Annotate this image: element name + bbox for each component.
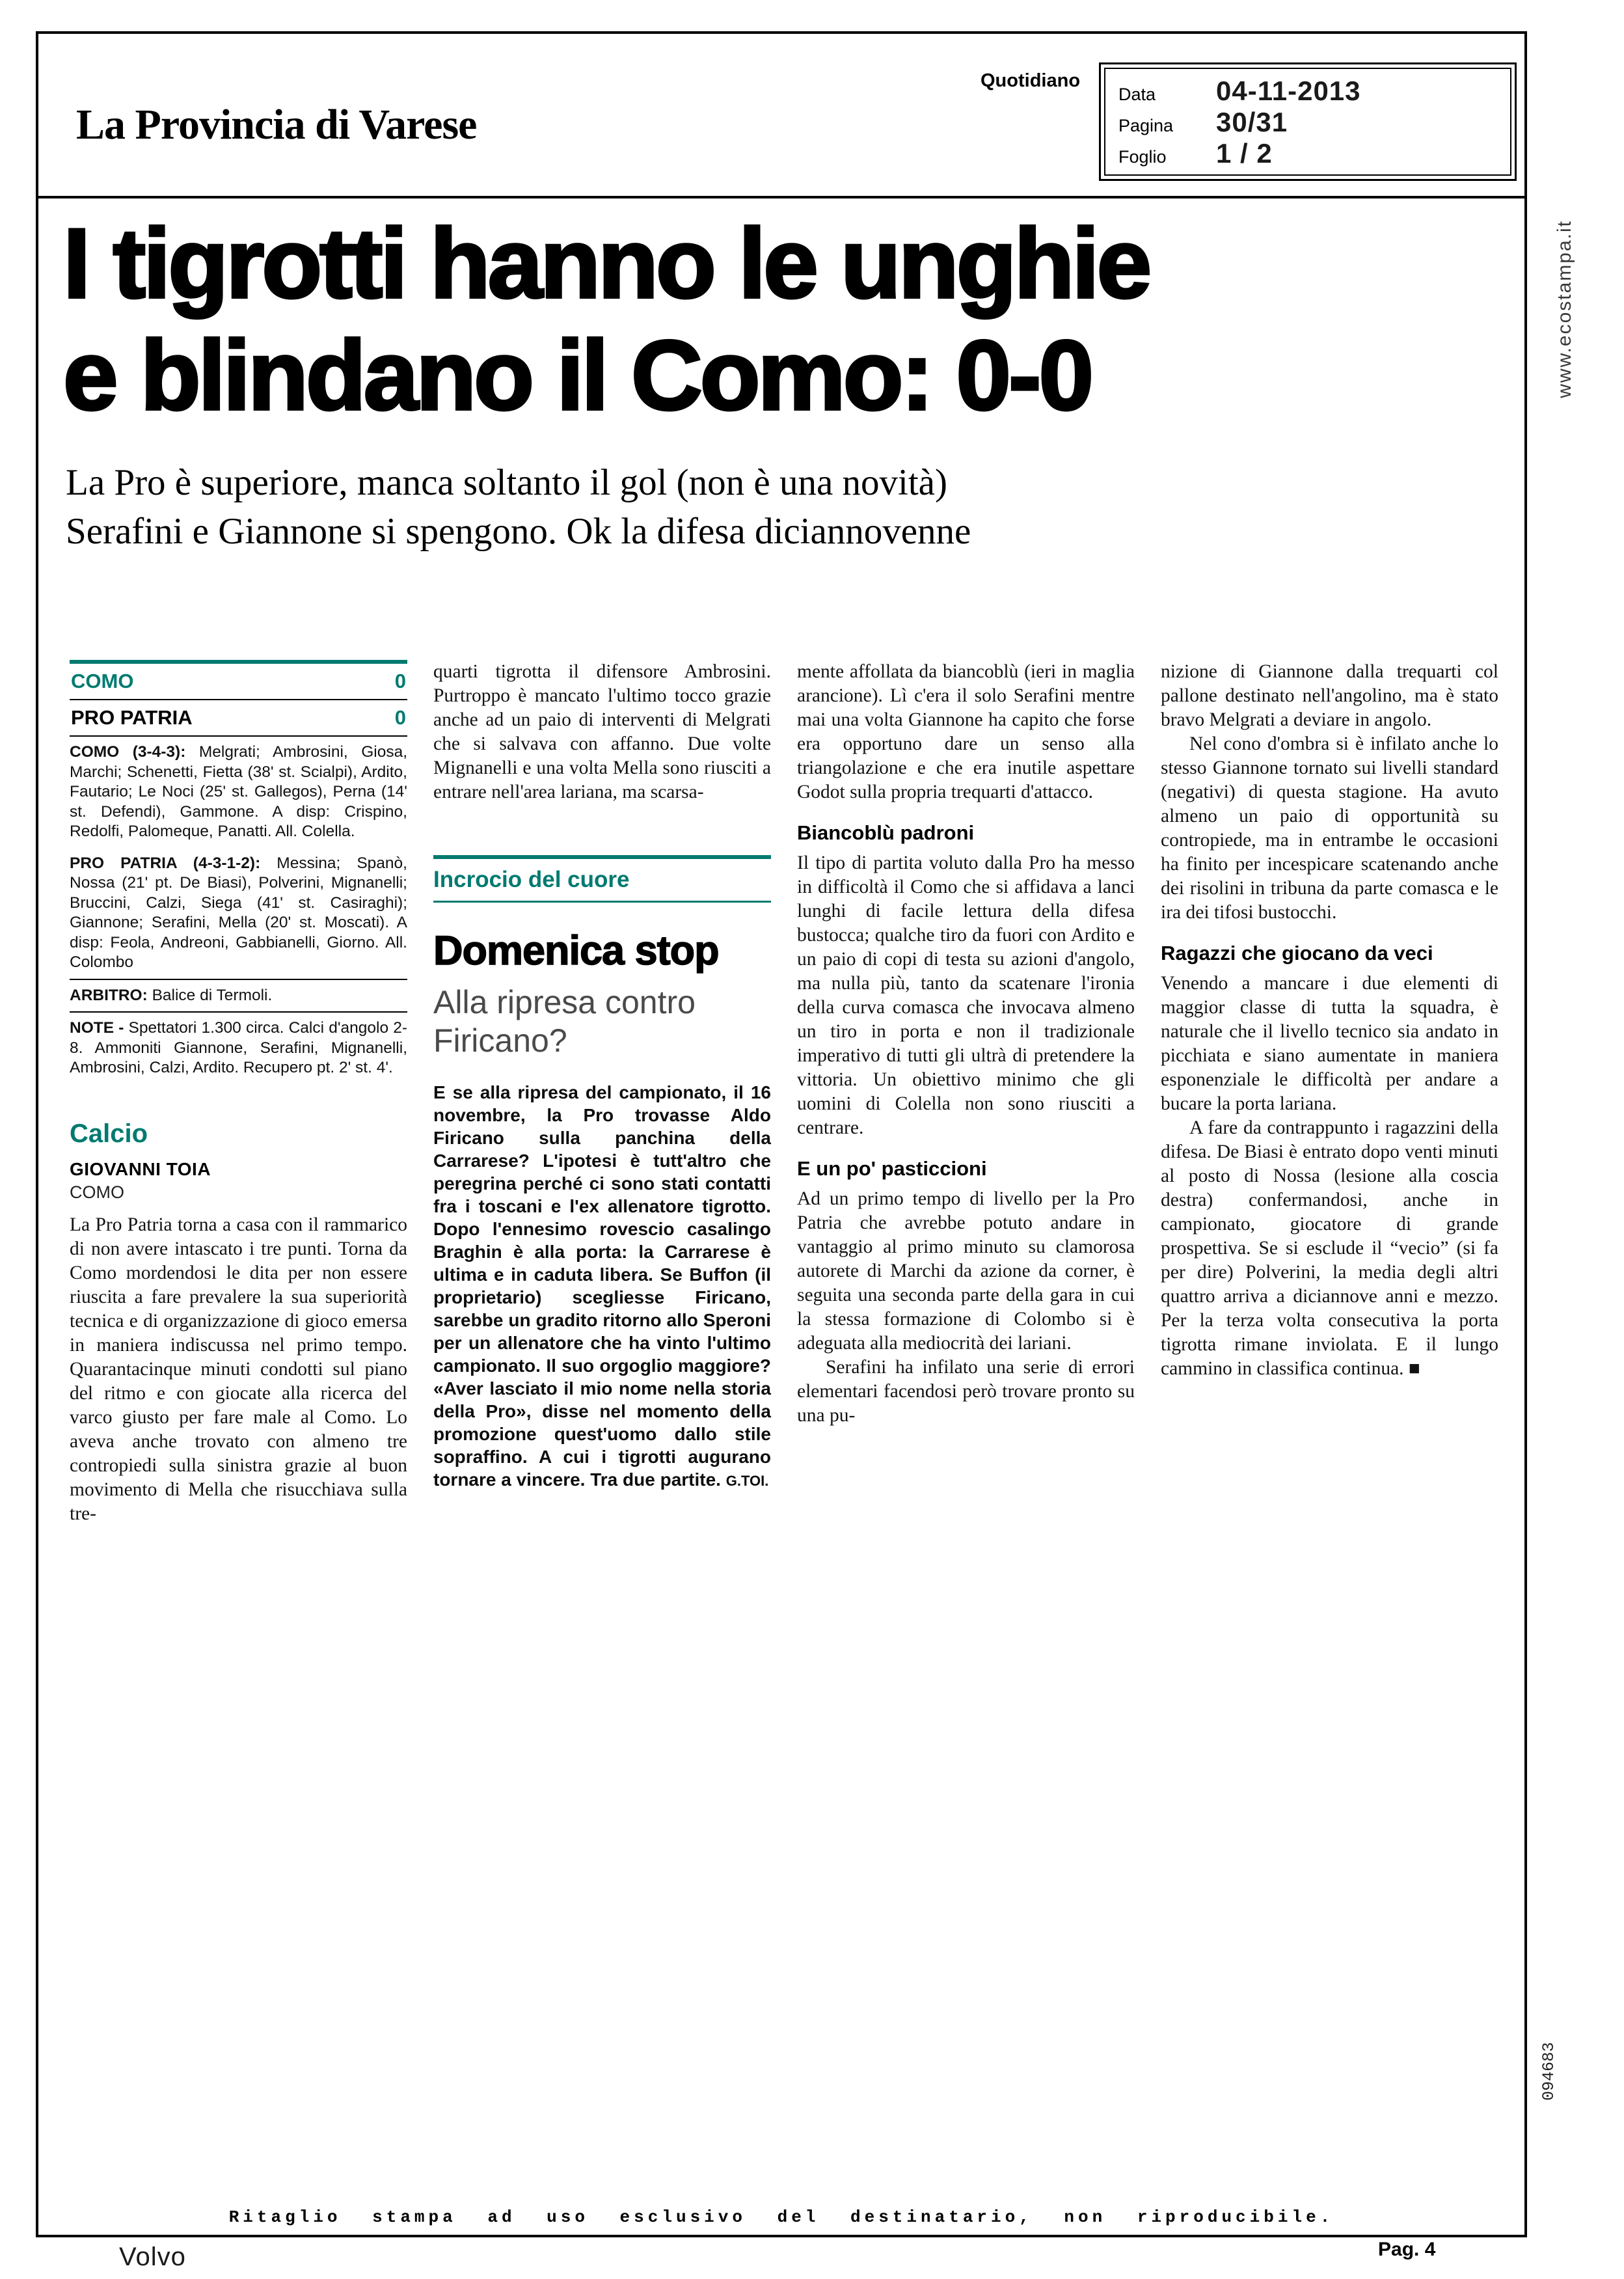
- match-notes-label: NOTE -: [70, 1019, 124, 1037]
- foglio-label: Foglio: [1118, 147, 1167, 167]
- client-brand-label: Volvo: [119, 2243, 186, 2271]
- clipping-code: 094683: [1539, 2042, 1558, 2101]
- scorebox: [70, 660, 407, 1084]
- column-3: [797, 660, 1135, 1526]
- crosshead: Ragazzi che giocano da veci: [1161, 942, 1433, 964]
- dateline: COMO: [70, 1182, 124, 1202]
- article-columns: [70, 660, 1498, 1526]
- scorebox-team2: PRO PATRIA: [71, 706, 193, 729]
- sidebar-body-text: E se alla ripresa del campionato, il 16 novembre, la Pro trovasse Aldo Firicano sulla panchina della Carrarese? L'ipotesi è tutt'altro che peregrina perché ci sono stati contatti fra i toscani e l'ex allenatore tigrotto. Dopo l'ennesimo rovescio casalingo Braghin è alla porta: la Carrarese è ultima e in caduta libera. Se Buffon (il proprietario) scegliesse Firicano, sarebbe un gradito ritorno allo Speroni per un allenatore che ha vinto l'ultimo campionato. Il suo orgoglio maggiore? «Aver lasciato il mio nome nella storia della Pro», disse nel momento della promozione quest'uomo dallo stile sopraffino. A cui i tigrotti augurano tornare a vincere. Tra due partite.: [433, 1082, 771, 1490]
- press-cutting-notice: Ritaglio stampa ad uso esclusivo del destinatario, non riproducibile.: [228, 2207, 1334, 2227]
- article-paragraph: A fare da contrappunto i ragazzini della difesa. De Biasi è entrato dopo venti minuti al posto di Nossa (lesione alla coscia destra) confermandosi, anche in campionato, giocatore di grande prospettiva. Se si esclude il “vecio” (si fa per dire) Polverini, la media degli altri quattro arriva a diciannove anni e mezzo. Per la terza volta consecutiva la porta tigrotta rimane inviolata. E il lungo cammino in classifica continua. ■: [1161, 1117, 1498, 1379]
- clipping-frame: [36, 31, 1527, 2237]
- info-row-foglio: [1118, 138, 1497, 169]
- article-paragraph: nizione di Giannone dalla trequarti col pallone destinato nell'angolino, ma è stato bravo Melgrati a deviare in angolo.: [1161, 661, 1498, 730]
- score-row-como: [70, 664, 407, 699]
- subheadline: [66, 458, 1497, 556]
- lineup-como-label: COMO (3-4-3):: [70, 743, 186, 761]
- referee-text: Balice di Termoli.: [152, 986, 273, 1004]
- pagina-value: 30/31: [1216, 107, 1288, 137]
- scorebox-score2: 0: [394, 706, 406, 729]
- subheadline-line2: Serafini e Giannone si spengono. Ok la difesa diciannovenne: [66, 511, 971, 553]
- sidebar-title: Domenica stop: [433, 928, 719, 974]
- scorebox-score1: 0: [394, 670, 406, 692]
- crosshead: E un po' pasticcioni: [797, 1157, 987, 1180]
- masthead: La Provincia di Varese: [76, 101, 477, 148]
- lineup-propatria-text: Messina; Spanò, Nossa (21' pt. De Biasi), Polverini, Mignanelli; Bruccini, Calzi, Siega (41' st. Casiraghi); Giannone; Serafini, Mella (20' st. Moscati). A disp: Feola, Andreoni, Gabbianelli, Giorno. All. Colombo: [70, 854, 407, 971]
- article-paragraph: La Pro Patria torna a casa con il rammarico di non avere intascato i tre punti. Torna da Como mordendosi le dita per non essere riuscita a fare prevalere la sua superiorità tecnica e di organizzazione di gioco emersa in maniera indiscussa nel primo tempo. Quarantacinque minuti condotti sul piano del ritmo e con giocate alla ricerca del varco giusto per fare male al Como. Lo aveva anche trovato con almeno tre contropiedi sulla sinistra grazie al buon movimento di Mella che risucchiava sulla tre-: [70, 1214, 407, 1524]
- section-label: Calcio: [70, 1119, 148, 1148]
- sidebar-kicker: Incrocio del cuore: [433, 867, 630, 892]
- referee-label: ARBITRO:: [70, 986, 148, 1004]
- headline-line2: e blindano il Como: 0-0: [63, 320, 1092, 431]
- info-row-data: [1118, 75, 1497, 107]
- article-paragraph: Serafini ha infilato una serie di errori elementari facendosi però trovare pronto su una pu-: [797, 1357, 1135, 1426]
- lineup-propatria-label: PRO PATRIA (4-3-1-2):: [70, 854, 261, 872]
- headline-line1: I tigrotti hanno le unghie: [63, 208, 1150, 319]
- ecostampa-watermark: www.ecostampa.it: [1554, 220, 1575, 398]
- clipping-infobox-inner: [1104, 68, 1511, 176]
- article-paragraph: mente affollata da biancoblù (ieri in maglia arancione). Lì c'era il solo Serafini mentre mai una volta Giannone ha capito che forse era opportuno dare un senso alla triangolazione e che era inutile aspettare Godot sulla propria trequarti d'attacco.: [797, 661, 1135, 802]
- sidebar-body: [433, 1081, 771, 1492]
- data-label: Data: [1118, 85, 1156, 104]
- column-1: [70, 660, 407, 1526]
- byline: GIOVANNI TOIA: [70, 1158, 211, 1179]
- score-row-propatria: [70, 700, 407, 735]
- article-paragraph: Ad un primo tempo di livello per la Pro Patria che avrebbe potuto andare in vantaggio al primo minuto su clamorosa autorete di Marchi da azione da corner, è seguita una seconda parte della gara in cui la stessa formazione di Colombo si è adeguata alla mediocrità dei lariani.: [797, 1188, 1135, 1354]
- pagina-label: Pagina: [1118, 116, 1174, 135]
- article-paragraph: quarti tigrotta il difensore Ambrosini. Purtroppo è mancato l'ultimo tocco grazie anche ad un paio di interventi di Melgrati che si salvava con affanno. Due volte Mignanelli e una volta Mella sono riusciti a entrare nell'area lariana, ma scarsa-: [433, 661, 771, 802]
- subheadline-line1: La Pro è superiore, manca soltanto il gol (non è una novità): [66, 462, 947, 503]
- match-notes: [70, 1013, 407, 1084]
- sidebar-subtitle: Alla ripresa contro Firicano?: [433, 984, 696, 1059]
- article-paragraph: Il tipo di partita voluto dalla Pro ha messo in difficoltà il Como che si affidava a lanci lunghi di facile lettura della difesa bustocca; qualche tiro da fuori con Ardito e un paio di copi di testa su azioni d'angolo, ma nulla più, tanto da scatenare l'ironia della curva comasca che invocava almeno un tiro in porta e non il tradizionale imperativo di tutti gli ultrà di pretendere la vittoria. Un obiettivo minimo che gli uomini di Colella non sono riusciti a centrare.: [797, 853, 1135, 1138]
- match-notes-text: Spettatori 1.300 circa. Calci d'angolo 2-8. Ammoniti Giannone, Serafini, Mignanelli, Ambrosini, Calzi, Ardito. Recupero pt. 2' st. 4'.: [70, 1019, 407, 1076]
- publication-type-label: Quotidiano: [981, 70, 1081, 91]
- clipping-infobox: [1099, 62, 1517, 181]
- column-2: [433, 660, 771, 1526]
- sidebar-kicker-rule: [433, 901, 771, 903]
- clipping-header: [38, 34, 1524, 198]
- lineup-propatria: [70, 848, 407, 979]
- foglio-value: 1 / 2: [1216, 138, 1273, 169]
- page-number: Pag. 4: [1378, 2239, 1436, 2260]
- sidebar-signature: G.TOI.: [725, 1473, 769, 1489]
- headline: [63, 208, 1504, 432]
- referee-row: [70, 980, 407, 1012]
- data-value: 04-11-2013: [1216, 75, 1361, 106]
- lineup-como-text: Melgrati; Ambrosini, Giosa, Marchi; Schenetti, Fietta (38' st. Scialpi), Ardito, Fautario; Le Noci (25' st. Gallegos), Perna (14' st. Defendi), Gammone. A disp: Crispino, Redolfi, Palomeque, Panatti. All. Colella.: [70, 743, 408, 840]
- column-4: [1161, 660, 1498, 1526]
- lineup-como: [70, 737, 407, 848]
- info-row-pagina: [1118, 107, 1497, 138]
- sidebar-box: [433, 855, 771, 1492]
- scorebox-team1: COMO: [71, 670, 134, 692]
- article-paragraph: Nel cono d'ombra si è infilato anche lo stesso Giannone tornato sui livelli standard (negativi) di questa stagione. Ha avuto almeno un paio di opportunità su contropiede, ma in entrambe le occasioni ha finito per incespicare scatenando anche dei risolini in tribuna da parte comasca e le ira dei tifosi bustocchi.: [1161, 733, 1498, 923]
- crosshead: Biancoblù padroni: [797, 821, 975, 844]
- article-paragraph: Venendo a mancare i due elementi di maggior classe di tutta la squadra, è naturale che il livello tecnico sia andato in picchiata e siano aumentate in maniera esponenziale le difficoltà per andare a bucare la porta lariana.: [1161, 973, 1498, 1114]
